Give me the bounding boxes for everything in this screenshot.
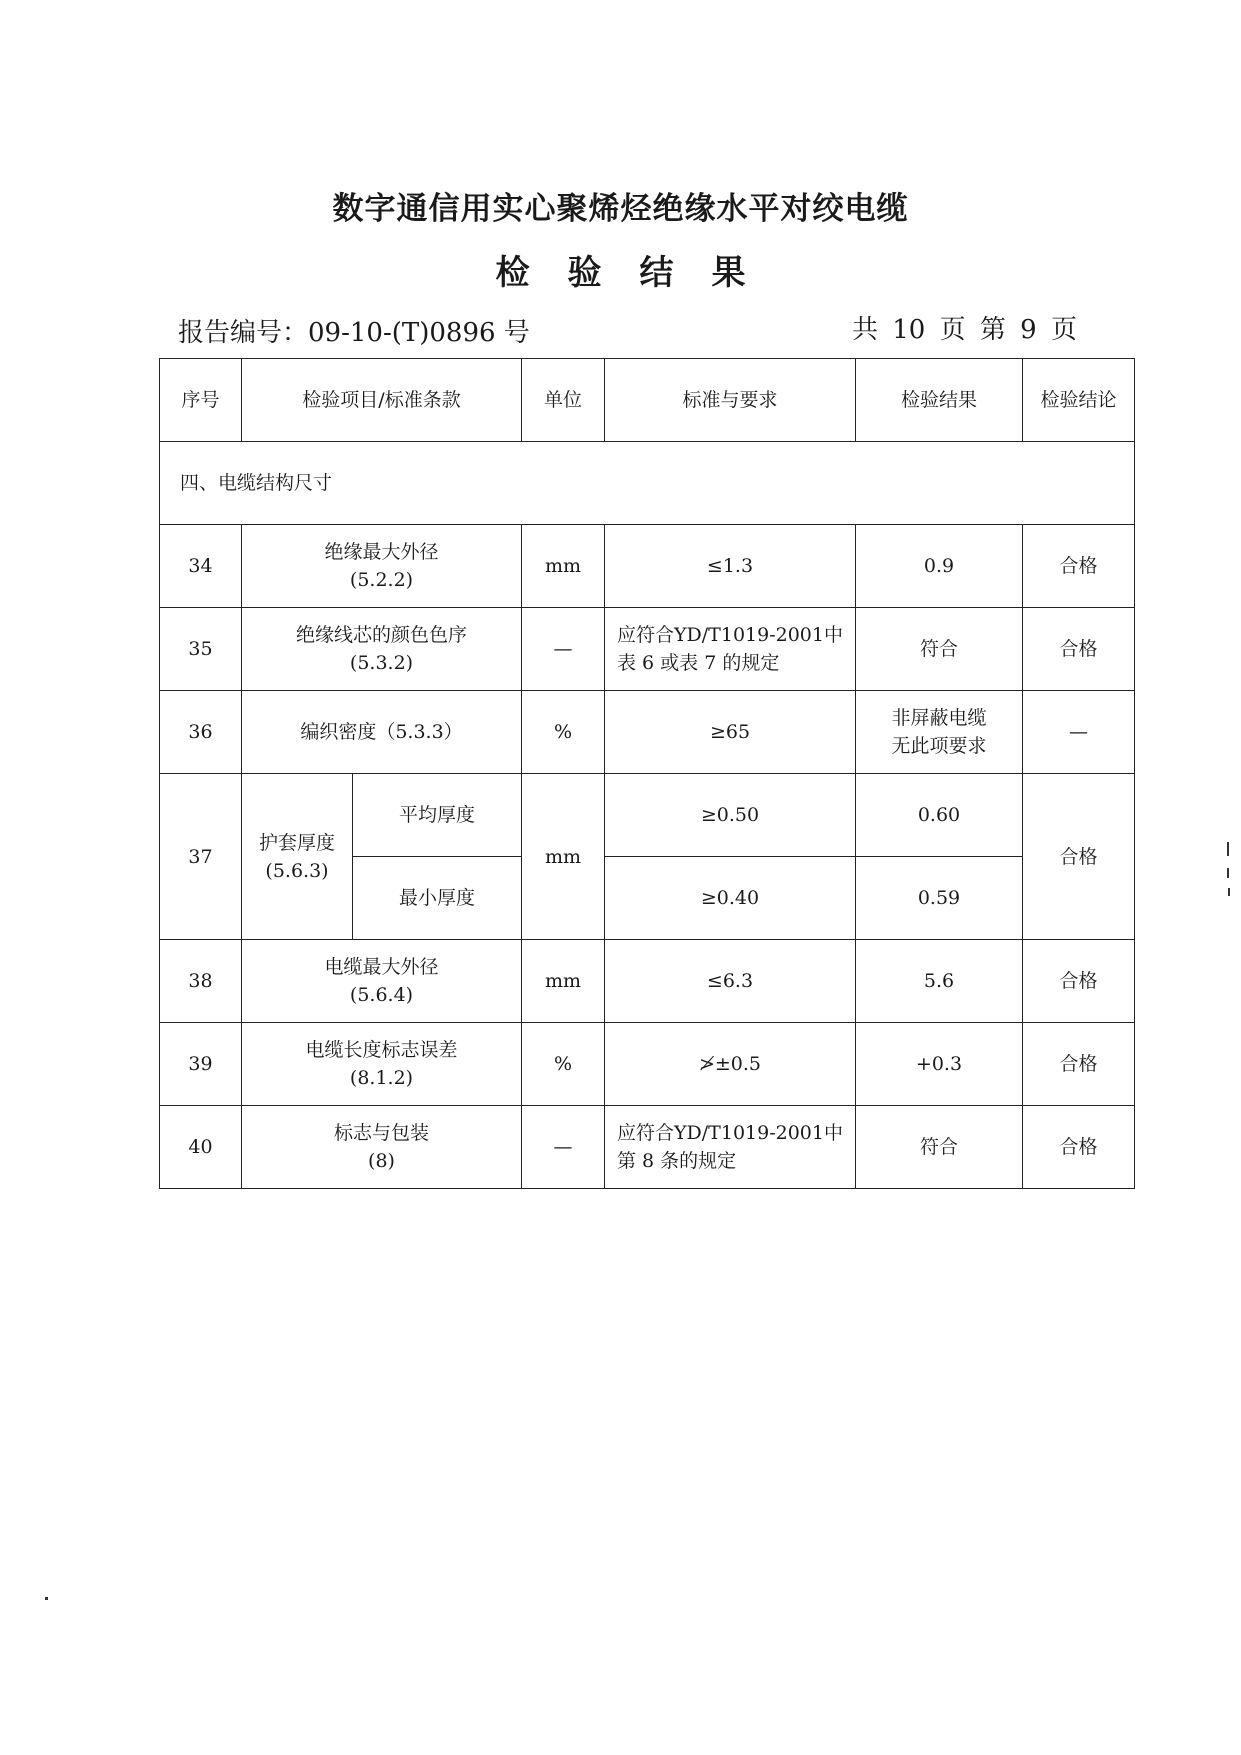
row-conclusion: 合格 — [1023, 608, 1135, 691]
row-requirement: ≤6.3 — [605, 940, 856, 1023]
sub-requirement: ≥0.50 — [605, 774, 856, 857]
row-no: 36 — [160, 691, 242, 774]
header-conclusion: 检验结论 — [1023, 359, 1135, 442]
row-requirement: ≯±0.5 — [605, 1023, 856, 1106]
row-item — [242, 774, 353, 940]
scan-mark — [1228, 888, 1230, 896]
header-unit: 单位 — [522, 359, 605, 442]
result-line-2: 无此项要求 — [891, 735, 987, 757]
result-line-1: 非屏蔽电缆 — [891, 707, 987, 729]
item-name: 电缆最大外径 — [324, 956, 439, 978]
row-no: 37 — [160, 774, 242, 940]
document-title: 数字通信用实心聚烯烃绝缘水平对绞电缆 — [332, 191, 909, 227]
row-conclusion: 合格 — [1023, 525, 1135, 608]
row-unit: — — [522, 1106, 605, 1189]
item-name: 绝缘线芯的颜色色序 — [295, 624, 467, 646]
row-item — [242, 525, 522, 608]
sub-result: 0.60 — [856, 774, 1023, 857]
row-requirement — [605, 1106, 856, 1189]
sub-requirement: ≥0.40 — [605, 857, 856, 940]
row-no: 39 — [160, 1023, 242, 1106]
row-no: 35 — [160, 608, 242, 691]
table-row — [160, 940, 1135, 1023]
header-no: 序号 — [160, 359, 242, 442]
item-clause: (8) — [368, 1150, 395, 1172]
row-result: 5.6 — [856, 940, 1023, 1023]
table-row — [160, 608, 1135, 691]
header-result: 检验结果 — [856, 359, 1023, 442]
row-conclusion: 合格 — [1023, 1106, 1135, 1189]
row-requirement: ≤1.3 — [605, 525, 856, 608]
results-table — [159, 358, 1135, 1189]
scan-mark — [1227, 842, 1229, 856]
header-requirement: 标准与要求 — [605, 359, 856, 442]
row-item — [242, 1106, 522, 1189]
table-row — [160, 774, 1135, 857]
scan-mark — [1227, 868, 1229, 878]
section-row — [160, 442, 1135, 525]
item-clause: (8.1.2) — [349, 1067, 414, 1089]
row-result: 符合 — [856, 1106, 1023, 1189]
document-subtitle: 检验结果 — [495, 253, 784, 293]
row-unit: mm — [522, 940, 605, 1023]
row-item — [242, 608, 522, 691]
row-unit: mm — [522, 774, 605, 940]
item-clause: (5.2.2) — [349, 569, 414, 591]
sub-item-label: 平均厚度 — [353, 774, 522, 857]
item-name: 绝缘最大外径 — [324, 541, 439, 563]
row-result: 0.9 — [856, 525, 1023, 608]
item-clause: (5.3.2) — [349, 652, 414, 674]
page-count: 共 10 页 第 9 页 — [852, 315, 1077, 345]
requirement-line-2: 表 6 或表 7 的规定 — [617, 652, 780, 674]
row-unit: — — [522, 608, 605, 691]
row-conclusion: 合格 — [1023, 1023, 1135, 1106]
row-conclusion: 合格 — [1023, 774, 1135, 940]
row-conclusion: — — [1023, 691, 1135, 774]
table-row — [160, 525, 1135, 608]
row-result: 符合 — [856, 608, 1023, 691]
row-item — [242, 940, 522, 1023]
sub-item-label: 最小厚度 — [353, 857, 522, 940]
sub-result: 0.59 — [856, 857, 1023, 940]
row-result — [856, 691, 1023, 774]
table-row — [160, 1106, 1135, 1189]
row-result: +0.3 — [856, 1023, 1023, 1106]
row-unit: mm — [522, 525, 605, 608]
header-item: 检验项目/标准条款 — [242, 359, 522, 442]
section-title: 四、电缆结构尺寸 — [160, 442, 1135, 525]
row-no: 38 — [160, 940, 242, 1023]
item-clause: (5.6.3) — [265, 859, 329, 882]
requirement-line-1: 应符合YD/T1019-2001中 — [617, 624, 843, 646]
row-requirement — [605, 608, 856, 691]
row-item — [242, 1023, 522, 1106]
table-row — [160, 691, 1135, 774]
row-no: 34 — [160, 525, 242, 608]
table-row — [160, 1023, 1135, 1106]
report-number: 报告编号：09-10-(T)0896 号 — [178, 318, 530, 348]
requirement-line-2: 第 8 条的规定 — [617, 1150, 737, 1172]
row-item: 编织密度（5.3.3） — [242, 691, 522, 774]
row-conclusion: 合格 — [1023, 940, 1135, 1023]
scan-dot — [45, 1597, 48, 1600]
row-unit: % — [522, 1023, 605, 1106]
item-name: 护套厚度 — [258, 831, 335, 854]
item-clause: (5.6.4) — [349, 984, 414, 1006]
item-name: 电缆长度标志误差 — [305, 1039, 458, 1061]
row-requirement: ≥65 — [605, 691, 856, 774]
row-no: 40 — [160, 1106, 242, 1189]
table-header-row — [160, 359, 1135, 442]
requirement-line-1: 应符合YD/T1019-2001中 — [617, 1122, 843, 1144]
row-unit: % — [522, 691, 605, 774]
item-name: 标志与包装 — [333, 1122, 429, 1144]
